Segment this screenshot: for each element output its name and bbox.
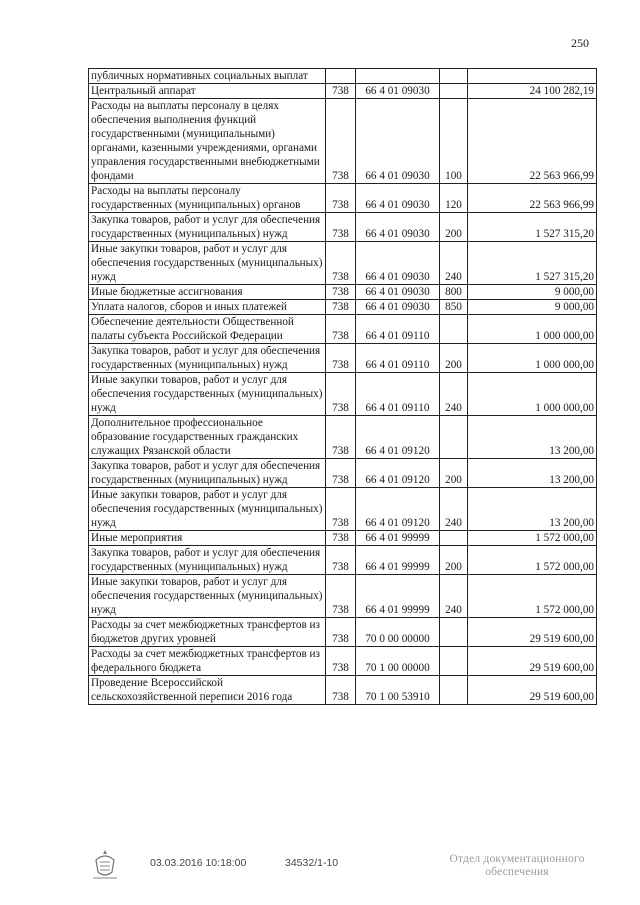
table-row: [89, 531, 597, 546]
cell-vr: 850: [440, 300, 468, 315]
cell-name: Иные закупки товаров, работ и услуг для обеспечения государственных (муниципальных) нужд: [89, 373, 326, 416]
cell-csr: 66 4 01 09030: [356, 213, 440, 242]
cell-sum: 1 527 315,20: [468, 242, 597, 285]
cell-csr: 70 1 00 53910: [356, 676, 440, 705]
cell-csr: 66 4 01 09120: [356, 416, 440, 459]
cell-vr: 240: [440, 373, 468, 416]
cell-name: Иные закупки товаров, работ и услуг для обеспечения государственных (муниципальных) нужд: [89, 575, 326, 618]
cell-vr: [440, 416, 468, 459]
cell-name: Расходы за счет межбюджетных трансфертов из федерального бюджета: [89, 647, 326, 676]
cell-grbs: 738: [326, 531, 356, 546]
cell-vr: [440, 315, 468, 344]
table-row: [89, 184, 597, 213]
cell-sum: 22 563 966,99: [468, 184, 597, 213]
cell-grbs: 738: [326, 315, 356, 344]
cell-sum: 22 563 966,99: [468, 99, 597, 184]
table-row: [89, 416, 597, 459]
cell-csr: [356, 69, 440, 84]
cell-sum: 24 100 282,19: [468, 84, 597, 99]
table-row: [89, 373, 597, 416]
cell-csr: 70 1 00 00000: [356, 647, 440, 676]
cell-name: Уплата налогов, сборов и иных платежей: [89, 300, 326, 315]
cell-name: Закупка товаров, работ и услуг для обеспечения государственных (муниципальных) нужд: [89, 459, 326, 488]
cell-csr: 66 4 01 09030: [356, 99, 440, 184]
cell-vr: [440, 676, 468, 705]
cell-grbs: 738: [326, 416, 356, 459]
cell-grbs: 738: [326, 676, 356, 705]
cell-name: Иные закупки товаров, работ и услуг для обеспечения государственных (муниципальных) нужд: [89, 488, 326, 531]
table-row: [89, 344, 597, 373]
cell-grbs: 738: [326, 285, 356, 300]
table-row: [89, 488, 597, 531]
cell-vr: 100: [440, 99, 468, 184]
cell-csr: 70 0 00 00000: [356, 618, 440, 647]
cell-sum: 1 572 000,00: [468, 531, 597, 546]
cell-name: Расходы на выплаты персоналу в целях обеспечения выполнения функций государственными (муниципальными) органами, казенными учреждениями, органами управления государственными внебюджетными фондами: [89, 99, 326, 184]
cell-grbs: 738: [326, 459, 356, 488]
cell-csr: 66 4 01 09030: [356, 242, 440, 285]
cell-name: Расходы за счет межбюджетных трансфертов из бюджетов других уровней: [89, 618, 326, 647]
cell-name: Дополнительное профессиональное образование государственных гражданских служащих Рязанской области: [89, 416, 326, 459]
cell-grbs: 738: [326, 84, 356, 99]
budget-table-body: [89, 69, 597, 705]
cell-grbs: 738: [326, 546, 356, 575]
cell-sum: 9 000,00: [468, 285, 597, 300]
cell-name: Закупка товаров, работ и услуг для обеспечения государственных (муниципальных) нужд: [89, 546, 326, 575]
cell-vr: 200: [440, 546, 468, 575]
table-row: [89, 647, 597, 676]
cell-grbs: 738: [326, 242, 356, 285]
cell-name: Обеспечение деятельности Общественной палаты субъекта Российской Федерации: [89, 315, 326, 344]
cell-sum: 1 000 000,00: [468, 344, 597, 373]
table-row: [89, 546, 597, 575]
table-row: [89, 213, 597, 242]
emblem-icon: [90, 848, 120, 882]
cell-name: Закупка товаров, работ и услуг для обеспечения государственных (муниципальных) нужд: [89, 344, 326, 373]
cell-vr: [440, 531, 468, 546]
cell-sum: 1 572 000,00: [468, 575, 597, 618]
cell-grbs: 738: [326, 184, 356, 213]
table-row: [89, 99, 597, 184]
cell-name: публичных нормативных социальных выплат: [89, 69, 326, 84]
cell-sum: 1 527 315,20: [468, 213, 597, 242]
cell-vr: 200: [440, 344, 468, 373]
table-row: [89, 300, 597, 315]
cell-csr: 66 4 01 09110: [356, 315, 440, 344]
stamp-line-2: обеспечения: [485, 866, 549, 878]
cell-csr: 66 4 01 09030: [356, 184, 440, 213]
cell-name: Проведение Всероссийской сельскохозяйственной переписи 2016 года: [89, 676, 326, 705]
cell-grbs: [326, 69, 356, 84]
cell-sum: 29 519 600,00: [468, 676, 597, 705]
cell-sum: 13 200,00: [468, 416, 597, 459]
cell-sum: 1 572 000,00: [468, 546, 597, 575]
cell-csr: 66 4 01 09030: [356, 300, 440, 315]
cell-csr: 66 4 01 99999: [356, 575, 440, 618]
cell-csr: 66 4 01 09110: [356, 373, 440, 416]
cell-vr: [440, 618, 468, 647]
table-row: [89, 618, 597, 647]
table-row: [89, 84, 597, 99]
cell-vr: [440, 69, 468, 84]
cell-name: Иные бюджетные ассигнования: [89, 285, 326, 300]
cell-vr: 200: [440, 213, 468, 242]
cell-name: Центральный аппарат: [89, 84, 326, 99]
cell-csr: 66 4 01 09120: [356, 459, 440, 488]
cell-grbs: 738: [326, 344, 356, 373]
cell-csr: 66 4 01 09030: [356, 84, 440, 99]
department-stamp: [442, 853, 592, 879]
table-row: [89, 242, 597, 285]
cell-csr: 66 4 01 99999: [356, 531, 440, 546]
cell-csr: 66 4 01 09110: [356, 344, 440, 373]
cell-vr: 240: [440, 575, 468, 618]
cell-name: Иные мероприятия: [89, 531, 326, 546]
cell-grbs: 738: [326, 618, 356, 647]
cell-grbs: 738: [326, 300, 356, 315]
cell-grbs: 738: [326, 488, 356, 531]
cell-sum: 29 519 600,00: [468, 647, 597, 676]
cell-sum: 13 200,00: [468, 488, 597, 531]
cell-vr: 240: [440, 242, 468, 285]
cell-vr: 240: [440, 488, 468, 531]
table-row: [89, 676, 597, 705]
cell-vr: [440, 84, 468, 99]
cell-sum: 29 519 600,00: [468, 618, 597, 647]
cell-csr: 66 4 01 99999: [356, 546, 440, 575]
stamp-line-1: Отдел документационного: [449, 853, 585, 865]
footer-doc-number: 34532/1-10: [285, 857, 339, 869]
cell-name: Расходы на выплаты персоналу государственных (муниципальных) органов: [89, 184, 326, 213]
cell-vr: 120: [440, 184, 468, 213]
cell-sum: 9 000,00: [468, 300, 597, 315]
table-row: [89, 69, 597, 84]
cell-sum: 1 000 000,00: [468, 373, 597, 416]
cell-csr: 66 4 01 09030: [356, 285, 440, 300]
cell-name: Иные закупки товаров, работ и услуг для обеспечения государственных (муниципальных) нужд: [89, 242, 326, 285]
table-row: [89, 575, 597, 618]
cell-grbs: 738: [326, 373, 356, 416]
budget-table: [88, 68, 597, 705]
cell-csr: 66 4 01 09120: [356, 488, 440, 531]
cell-sum: 13 200,00: [468, 459, 597, 488]
table-row: [89, 459, 597, 488]
cell-grbs: 738: [326, 575, 356, 618]
table-row: [89, 285, 597, 300]
cell-grbs: 738: [326, 213, 356, 242]
page-number: 250: [571, 36, 589, 50]
cell-sum: 1 000 000,00: [468, 315, 597, 344]
cell-vr: 200: [440, 459, 468, 488]
cell-sum: [468, 69, 597, 84]
cell-grbs: 738: [326, 647, 356, 676]
cell-vr: 800: [440, 285, 468, 300]
table-row: [89, 315, 597, 344]
cell-vr: [440, 647, 468, 676]
cell-name: Закупка товаров, работ и услуг для обеспечения государственных (муниципальных) нужд: [89, 213, 326, 242]
footer-datetime: 03.03.2016 10:18:00: [150, 857, 247, 869]
cell-grbs: 738: [326, 99, 356, 184]
